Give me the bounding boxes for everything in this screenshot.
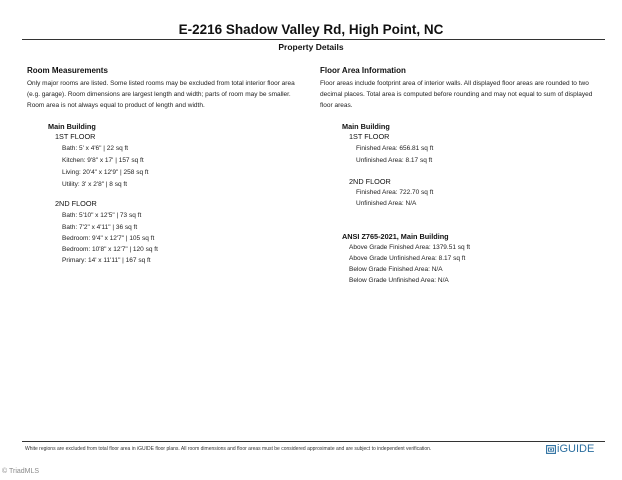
copyright-credit: © TriadMLS — [2, 468, 40, 475]
floor-area-heading: Floor Area Information — [320, 66, 406, 75]
room-measurements-section — [27, 66, 309, 111]
floor-area-section — [320, 66, 605, 111]
room-floor-2-label: 2ND FLOOR — [55, 199, 97, 208]
ansi-item: Above Grade Unfinished Area: 8.17 sq ft — [349, 255, 466, 262]
floor-area-item: Finished Area: 656.81 sq ft — [356, 145, 434, 152]
room-item: Primary: 14' x 11'11" | 167 sq ft — [62, 257, 151, 264]
iguide-logo — [546, 443, 594, 455]
room-measurements-note-1: Only major rooms are listed. Some listed rooms may be excluded from total interior floor area — [27, 80, 295, 87]
room-item: Bath: 5' x 4'6" | 22 sq ft — [62, 145, 129, 152]
camera-box-icon — [546, 445, 556, 454]
brand-name: iGUIDE — [557, 443, 595, 455]
floor-area-floor-1-label: 1ST FLOOR — [349, 132, 390, 141]
page-title: E-2216 Shadow Valley Rd, High Point, NC — [178, 22, 444, 37]
room-item: Bath: 5'10" x 12'5" | 73 sq ft — [62, 212, 142, 219]
room-item: Bedroom: 9'4" x 12'7" | 105 sq ft — [62, 235, 155, 242]
room-measurements-heading: Room Measurements — [27, 66, 108, 75]
floor-area-floor-2-label: 2ND FLOOR — [349, 177, 391, 186]
ansi-item: Above Grade Finished Area: 1379.51 sq ft — [349, 244, 471, 251]
footer-divider — [22, 441, 605, 442]
room-item: Bath: 7'2" x 4'11" | 36 sq ft — [62, 224, 138, 231]
footer-disclaimer: White regions are excluded from total floor area in iGUIDE floor plans. All room dimensions and floor areas must be considered approximate and are subject to independent verification. — [25, 446, 432, 452]
floor-area-item: Unfinished Area: N/A — [356, 200, 417, 207]
floor-area-item: Finished Area: 722.70 sq ft — [356, 189, 434, 196]
floor-area-item: Unfinished Area: 8.17 sq ft — [356, 157, 433, 164]
ansi-heading: ANSI Z765-2021, Main Building — [342, 232, 449, 241]
room-measurements-note-2: (e.g. garage). Room dimensions are largest length and width; parts of room may be smaller. — [27, 91, 291, 98]
header-divider — [22, 39, 605, 40]
room-floor-1-label: 1ST FLOOR — [55, 132, 96, 141]
floor-area-note-3: floor areas. — [320, 102, 353, 109]
room-item: Utility: 3' x 2'8" | 8 sq ft — [62, 181, 127, 188]
floor-area-note-2: decimal places. Total area is computed before rounding and may not equal to sum of displayed — [320, 91, 593, 98]
page-subtitle: Property Details — [278, 42, 344, 52]
floor-area-note-1: Floor areas include footprint area of interior walls. All displayed floor areas are rounded to two — [320, 80, 589, 87]
ansi-item: Below Grade Unfinished Area: N/A — [349, 277, 449, 284]
floor-area-building-label: Main Building — [342, 122, 390, 131]
room-building-label: Main Building — [48, 122, 96, 131]
room-item: Bedroom: 10'8" x 12'7" | 120 sq ft — [62, 246, 158, 253]
ansi-item: Below Grade Finished Area: N/A — [349, 266, 443, 273]
room-item: Living: 20'4" x 12'9" | 258 sq ft — [62, 169, 149, 176]
room-measurements-note-3: Room area is not always equal to product of length and width. — [27, 102, 205, 109]
room-item: Kitchen: 9'8" x 17' | 157 sq ft — [62, 157, 144, 164]
